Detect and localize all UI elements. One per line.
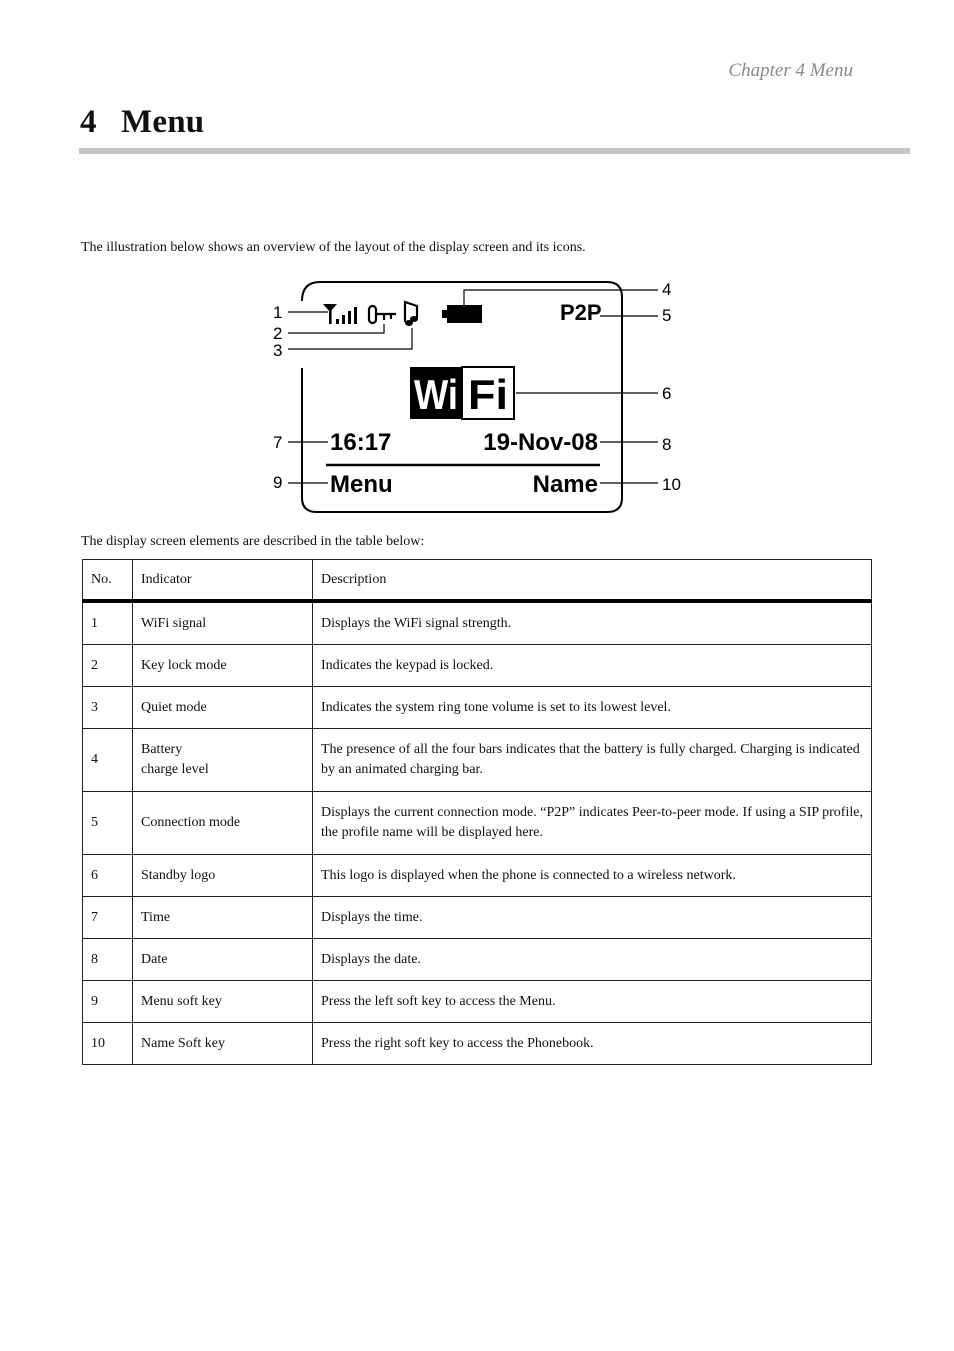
- row-description: Displays the time.: [313, 897, 872, 939]
- callout-10: 10: [662, 475, 681, 494]
- date-text: 19-Nov-08: [483, 429, 598, 456]
- callout-1: 1: [273, 303, 283, 322]
- music-note-icon: [405, 302, 418, 326]
- row-indicator: [133, 729, 313, 792]
- name-softkey-label: Name: [532, 471, 598, 498]
- table-row: [83, 855, 872, 897]
- row-description: Press the left soft key to access the Menu.: [313, 981, 872, 1023]
- wifi-logo: [410, 367, 514, 419]
- chapter-title: [80, 104, 204, 141]
- table-row: [83, 981, 872, 1023]
- row-indicator-line-2: charge level: [141, 762, 209, 777]
- table-row: [83, 1023, 872, 1065]
- row-description: Indicates the system ring tone volume is set to its lowest level.: [313, 687, 872, 729]
- table-row: [83, 939, 872, 981]
- chapter-number: 4: [80, 104, 97, 140]
- row-no: 1: [83, 601, 133, 645]
- row-description: This logo is displayed when the phone is connected to a wireless network.: [313, 855, 872, 897]
- row-no: 3: [83, 687, 133, 729]
- callout-2: 2: [273, 324, 283, 343]
- row-indicator: Date: [133, 939, 313, 981]
- row-indicator: Menu soft key: [133, 981, 313, 1023]
- row-description: Indicates the keypad is locked.: [313, 645, 872, 687]
- table-row: [83, 687, 872, 729]
- row-indicator: Time: [133, 897, 313, 939]
- row-description: Press the right soft key to access the Phonebook.: [313, 1023, 872, 1065]
- row-indicator: Standby logo: [133, 855, 313, 897]
- table-row: [83, 729, 872, 792]
- callout-8: 8: [662, 435, 672, 454]
- chapter-title-text: Menu: [121, 104, 205, 140]
- callout-7: 7: [273, 433, 283, 452]
- row-no: 2: [83, 645, 133, 687]
- row-indicator: WiFi signal: [133, 601, 313, 645]
- callout-3: 3: [273, 341, 283, 360]
- callout-5: 5: [662, 306, 672, 325]
- row-no: 8: [83, 939, 133, 981]
- connection-mode-text: P2P: [560, 300, 602, 325]
- row-indicator: Name Soft key: [133, 1023, 313, 1065]
- menu-softkey-label: Menu: [330, 471, 393, 498]
- row-no: 4: [83, 729, 133, 792]
- callout-6: 6: [662, 384, 672, 403]
- row-no: 10: [83, 1023, 133, 1065]
- table-row: [83, 645, 872, 687]
- header-no: No.: [83, 560, 133, 602]
- wifi-logo-left-text: Wi: [414, 371, 458, 418]
- callout-9: 9: [273, 473, 283, 492]
- row-no: 9: [83, 981, 133, 1023]
- display-elements-table: [82, 559, 872, 1065]
- row-indicator: Connection mode: [133, 792, 313, 855]
- table-intro-paragraph: The display screen elements are described in the table below:: [81, 534, 425, 549]
- row-no: 6: [83, 855, 133, 897]
- row-indicator-line-1: Battery: [141, 742, 183, 757]
- row-description: Displays the WiFi signal strength.: [313, 601, 872, 645]
- table-header-row: [83, 560, 872, 602]
- row-no: 7: [83, 897, 133, 939]
- title-rule: [79, 148, 910, 154]
- row-no: 5: [83, 792, 133, 855]
- table-row: [83, 897, 872, 939]
- callout-4: 4: [662, 280, 672, 299]
- wifi-signal-icon: [323, 304, 357, 324]
- time-text: 16:17: [330, 429, 392, 456]
- display-diagram: [260, 276, 700, 521]
- table-row: [83, 601, 872, 645]
- header-description: Description: [313, 560, 872, 602]
- row-indicator: Quiet mode: [133, 687, 313, 729]
- key-lock-icon: [369, 306, 396, 323]
- running-head: Chapter 4 Menu: [728, 60, 853, 81]
- intro-paragraph: The illustration below shows an overview of the layout of the display screen and its icons.: [81, 240, 586, 255]
- header-indicator: Indicator: [133, 560, 313, 602]
- row-description: Displays the current connection mode. “P2P” indicates Peer-to-peer mode. If using a SIP profile, the profile name will be displayed here.: [313, 792, 872, 855]
- row-description: Displays the date.: [313, 939, 872, 981]
- table-row: [83, 792, 872, 855]
- battery-icon: [442, 305, 482, 323]
- wifi-logo-right-text: Fi: [468, 371, 508, 418]
- row-description: The presence of all the four bars indicates that the battery is fully charged. Charging is indicated by an animated charging bar.: [313, 729, 872, 792]
- row-indicator: Key lock mode: [133, 645, 313, 687]
